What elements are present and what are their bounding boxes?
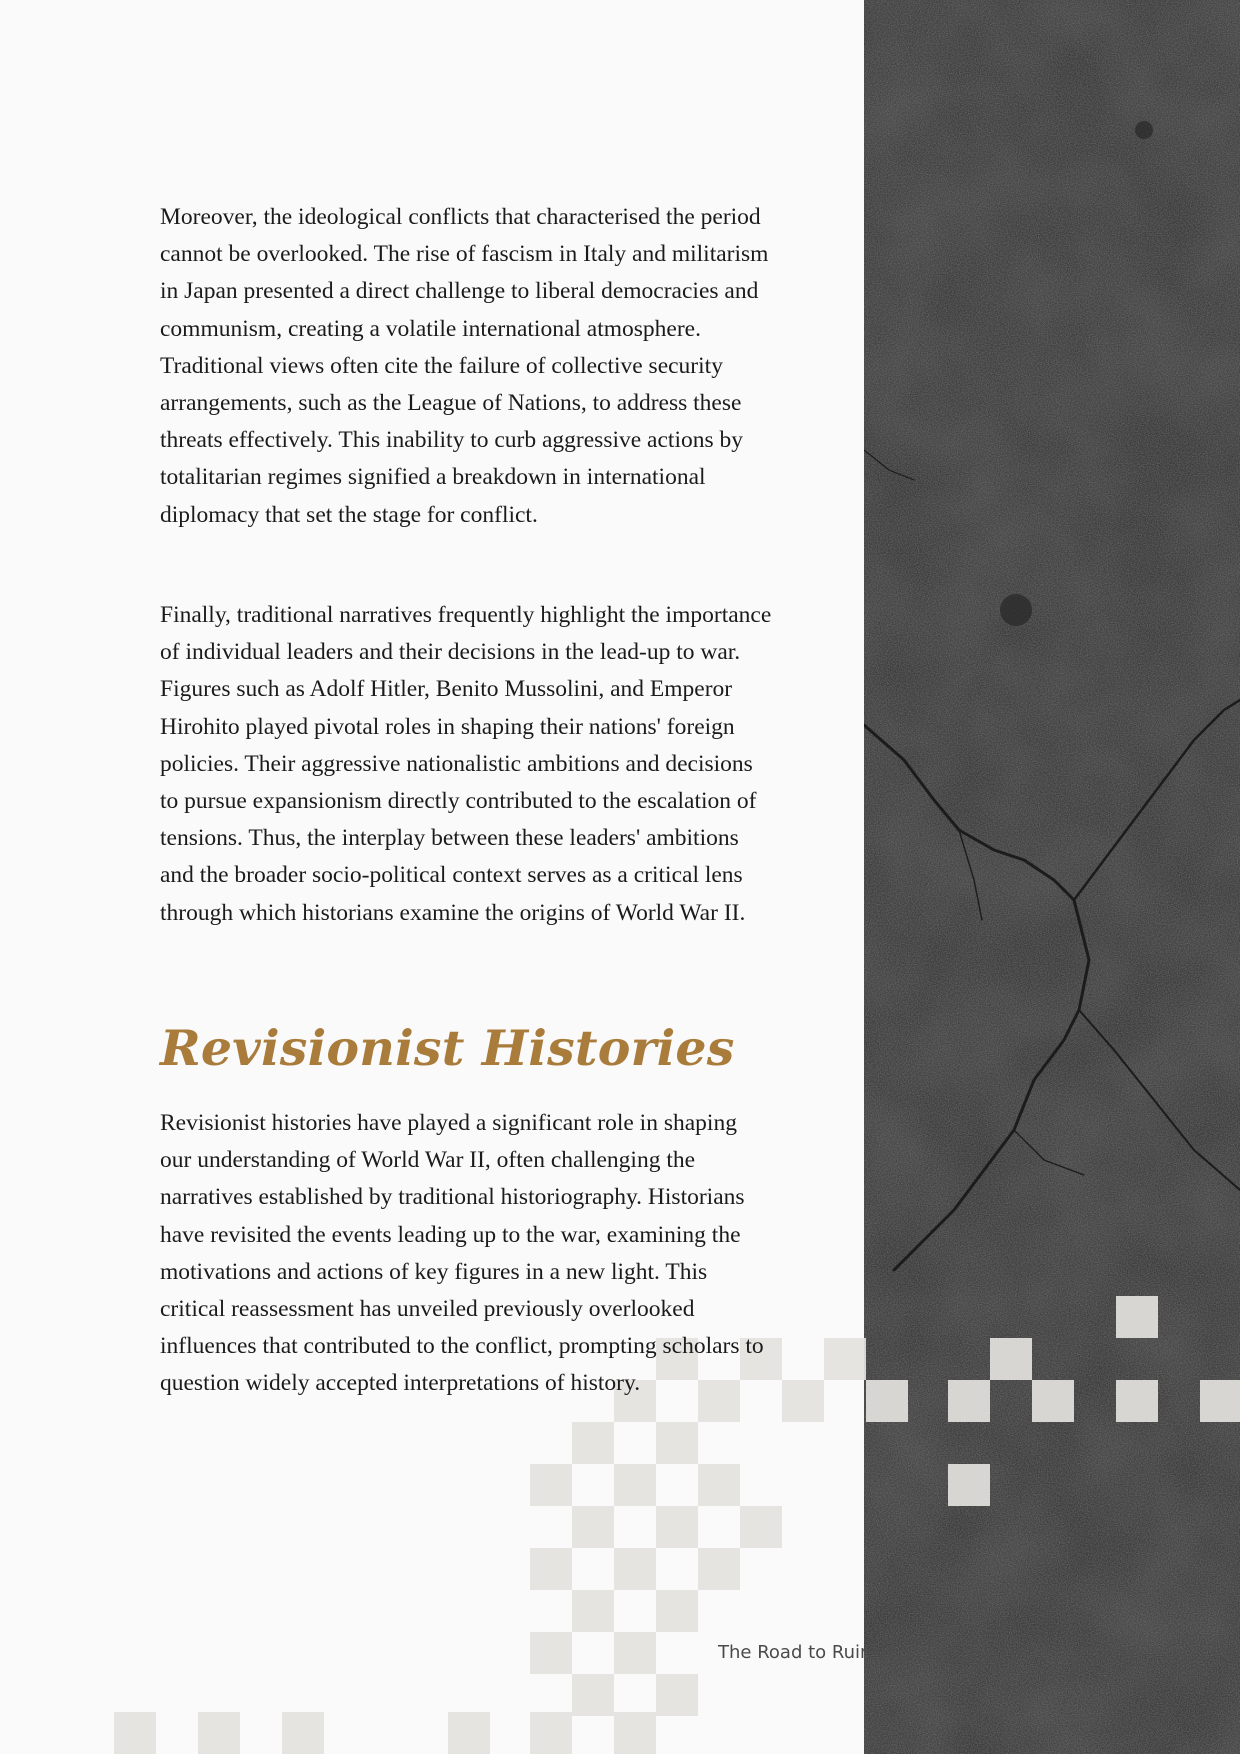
paragraph-ideological-conflicts: Moreover, the ideological conflicts that characterised the period cannot be overlooked. The rise of fascism in Italy and militarism in Japan presented a direct challenge to liberal democracies and communism, creating a volatile international atmosphere. Traditional views often cite the failure of collective security arrangements, such as the League of Nations, to address these threats effectively. This inability to curb aggressive actions by totalitarian regimes signified a breakdown in international diplomacy that set the stage for conflict. <box>160 204 769 528</box>
checker-tile <box>782 1380 824 1422</box>
checker-tile <box>1032 1380 1074 1422</box>
checker-tile <box>572 1674 614 1716</box>
section-heading-revisionist-histories: Revisionist Histories <box>160 1019 735 1077</box>
checker-tile <box>824 1338 866 1380</box>
checker-tile <box>656 1506 698 1548</box>
checker-tile <box>282 1712 324 1754</box>
checker-tile <box>530 1548 572 1590</box>
checker-tile <box>740 1506 782 1548</box>
checker-tile <box>572 1506 614 1548</box>
checker-tile <box>990 1338 1032 1380</box>
checker-tile <box>530 1712 572 1754</box>
paragraph-revisionist-histories: Revisionist histories have played a significant role in shaping our understanding of World War II, often challenging the narratives established by traditional historiography. Historians have revisited the events leading up to the war, examining the motivations and actions of key figures in a new light. This critical reassessment has unveiled previously overlooked influences that contributed to the conflict, prompting scholars to question widely accepted interpretations of history. <box>160 1110 764 1397</box>
checker-tile <box>572 1422 614 1464</box>
paragraph-individual-leaders: Finally, traditional narratives frequently highlight the importance of individual leaders and their decisions in the lead-up to war. Figures such as Adolf Hitler, Benito Mussolini, and Emperor Hirohito played pivotal roles in shaping their nations' foreign policies. Their aggressive nationalistic ambitions and decisions to pursue expansionism directly contributed to the escalation of tensions. Thus, the interplay between these leaders' ambitions and the broader socio-political context serves as a critical lens through which historians examine the origins of World War II. <box>160 602 772 926</box>
checker-tile <box>656 1590 698 1632</box>
checker-tile <box>530 1464 572 1506</box>
checker-tile <box>1116 1296 1158 1338</box>
checker-tile <box>948 1464 990 1506</box>
checker-tile <box>698 1464 740 1506</box>
checker-tile <box>948 1380 990 1422</box>
checker-tile <box>1116 1380 1158 1422</box>
checker-tile <box>614 1548 656 1590</box>
footer-title: The Road to Ruin <box>718 1642 872 1663</box>
checker-tile <box>656 1674 698 1716</box>
checker-tile <box>198 1712 240 1754</box>
checker-tile <box>614 1712 656 1754</box>
checker-tile <box>698 1548 740 1590</box>
checker-tile <box>866 1380 908 1422</box>
checker-tile <box>1200 1380 1240 1422</box>
checker-tile <box>572 1590 614 1632</box>
checker-tile <box>114 1712 156 1754</box>
checker-tile <box>614 1464 656 1506</box>
checker-tile <box>656 1422 698 1464</box>
checker-tile <box>614 1632 656 1674</box>
checker-tile <box>530 1632 572 1674</box>
checker-tile <box>448 1712 490 1754</box>
